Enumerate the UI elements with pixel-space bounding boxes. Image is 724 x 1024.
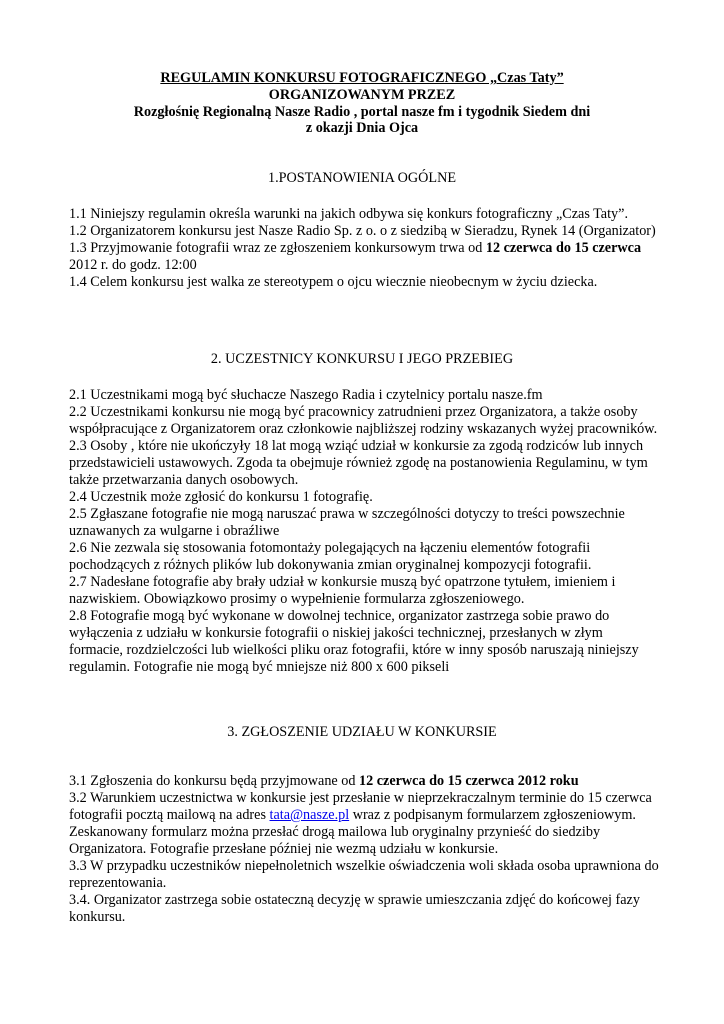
paragraph-3-3: 3.3 W przypadku uczestników niepełnoletnich wszelkie oświadczenia woli składa osoba uprawniona do reprezentowania. bbox=[69, 858, 659, 891]
section-3-heading: 3. ZGŁOSZENIE UDZIAŁU W KONKURSIE bbox=[227, 724, 497, 740]
paragraph-2-5: 2.5 Zgłaszane fotografie nie mogą naruszać prawa w szczególności dotyczy to treści powszechnie uznawanych za wulgarne i obraźliwe bbox=[69, 506, 625, 539]
email-link[interactable]: tata@nasze.pl bbox=[269, 807, 350, 823]
section-3-body bbox=[69, 773, 659, 926]
paragraph-3-2: 3.2 Warunkiem uczestnictwa w konkursie jest przesłanie w nieprzekraczalnym terminie do 15 czerwca fotografii pocztą mailową na adres tata@nasze.pl wraz z podpisanym formularzem zgłoszeniowym. Zeskanowany formularz można przesłać drogą mailowa lub oryginalny przynieść do siedziby Organizatora. Fotografie przesłane później nie wezmą udziału w konkursie. bbox=[69, 790, 652, 857]
paragraph-3-1: 3.1 Zgłoszenia do konkursu będą przyjmowane od 12 czerwca do 15 czerwca 2012 roku bbox=[69, 773, 579, 789]
paragraph-2-8: 2.8 Fotografie mogą być wykonane w dowolnej technice, organizator zastrzega sobie prawo do wyłączenia z udziału w konkursie fotografii o niskiej jakości technicznej, przesłanych w złym formacie, rozdzielczości lub wielkości pliku oraz fotografii, które w inny sposób naruszają niniejszy regulamin. Fotografie nie mogą być mniejsze niż 800 x 600 pikseli bbox=[69, 608, 639, 675]
paragraph-2-3: 2.3 Osoby , które nie ukończyły 18 lat mogą wziąć udział w konkursie za zgodą rodziców lub innych przedstawicieli ustawowych. Zgoda ta obejmuje również zgodę na postanowienia Regulaminu, w tym także przetwarzania danych osobowych. bbox=[69, 438, 648, 488]
paragraph-1-1: 1.1 Niniejszy regulamin określa warunki na jakich odbywa się konkurs fotograficzny „Czas Taty”. bbox=[69, 206, 628, 222]
paragraph-2-1: 2.1 Uczestnikami mogą być słuchacze Naszego Radia i czytelnicy portalu nasze.fm bbox=[69, 387, 543, 403]
paragraph-3-4: 3.4. Organizator zastrzega sobie ostateczną decyzję w sprawie umieszczania zdjęć do końcowej fazy konkursu. bbox=[69, 892, 640, 925]
title-line-3: Rozgłośnię Regionalną Nasze Radio , portal nasze fm i tygodnik Siedem dni bbox=[133, 103, 591, 120]
section-1-heading: 1.POSTANOWIENIA OGÓLNE bbox=[267, 170, 456, 186]
paragraph-2-6: 2.6 Nie zezwala się stosowania fotomontaży polegających na łączeniu elementów fotografii pochodzących z różnych plików lub dokonywania zmian oryginalnej kompozycji fotografii. bbox=[69, 540, 592, 573]
section-1-body bbox=[69, 206, 659, 291]
title-line-2: ORGANIZOWANYM PRZEZ bbox=[268, 86, 456, 103]
paragraph-2-4: 2.4 Uczestnik może zgłosić do konkursu 1 fotografię. bbox=[69, 489, 373, 505]
document-title bbox=[0, 70, 724, 137]
paragraph-1-3: 1.3 Przyjmowanie fotografii wraz ze zgłoszeniem konkursowym trwa od 12 czerwca do 15 czerwca 2012 r. do godz. 12:00 bbox=[69, 240, 642, 273]
registration-dates-bold: 12 czerwca do 15 czerwca 2012 roku bbox=[359, 773, 579, 789]
paragraph-2-2: 2.2 Uczestnikami konkursu nie mogą być pracownicy zatrudnieni przez Organizatora, a także osoby współpracujące z Organizatorem oraz członkowie najbliższej rodziny wskazanych wyżej pracowników. bbox=[69, 404, 658, 437]
section-2-body bbox=[69, 387, 659, 676]
title-line-1: REGULAMIN KONKURSU FOTOGRAFICZNEGO „Czas Taty” bbox=[160, 70, 564, 86]
paragraph-1-2: 1.2 Organizatorem konkursu jest Nasze Radio Sp. z o. o z siedzibą w Sieradzu, Rynek 14 (Organizator) bbox=[69, 223, 656, 239]
section-2-heading: 2. UCZESTNICY KONKURSU I JEGO PRZEBIEG bbox=[210, 351, 514, 367]
paragraph-2-7: 2.7 Nadesłane fotografie aby brały udział w konkursie muszą być opatrzone tytułem, imieniem i nazwiskiem. Obowiązkowo prosimy o wypełnienie formularza zgłoszeniowego. bbox=[69, 574, 616, 607]
paragraph-1-4: 1.4 Celem konkursu jest walka ze stereotypem o ojcu wiecznie nieobecnym w życiu dziecka. bbox=[69, 274, 598, 290]
date-range-bold: 12 czerwca do 15 czerwca bbox=[485, 240, 642, 256]
title-line-4: z okazji Dnia Ojca bbox=[305, 120, 419, 137]
